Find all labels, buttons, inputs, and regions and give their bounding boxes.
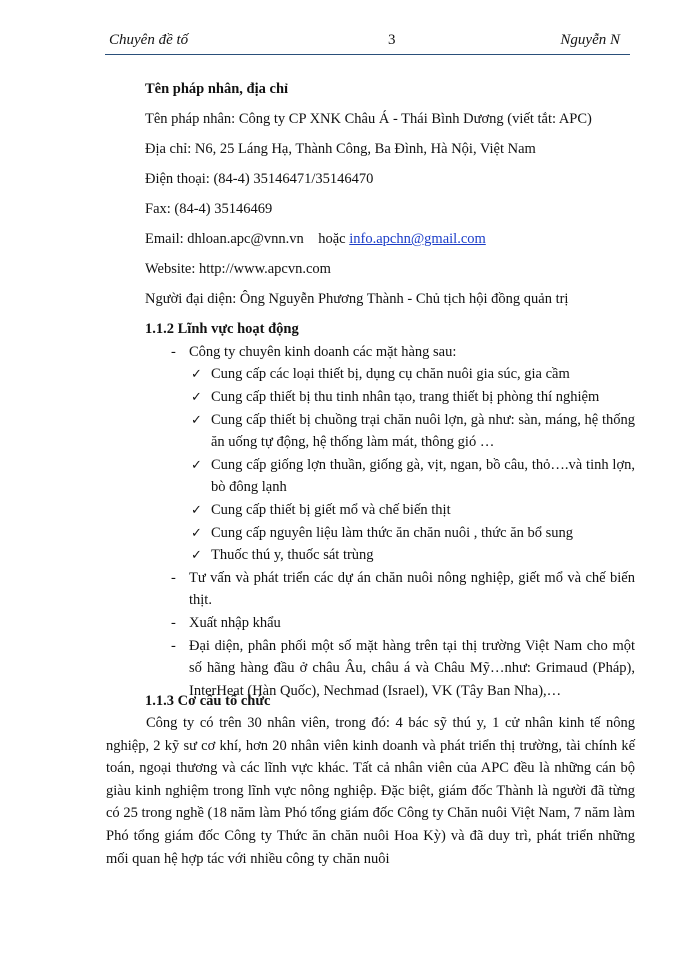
website: Website: http://www.apcvn.com: [145, 261, 331, 278]
check-item: [145, 454, 635, 499]
section-113: [145, 690, 635, 713]
legal-name: Tên pháp nhân: Công ty CP XNK Châu Á - Thái Bình Dương (viết tắt: APC): [145, 110, 592, 127]
check-icon: ✓: [191, 524, 202, 540]
check-item-text: Thuốc thú y, thuốc sát trùng: [211, 547, 374, 564]
email-prefix: Email: dhloan.apc@vnn.vn hoặc: [145, 230, 350, 247]
check-item: [145, 409, 635, 454]
dash-item-text: Tư vấn và phát triển các dự án chăn nuôi nông nghiệp, giết mổ và chế biến thịt.: [189, 569, 635, 609]
section-113-body: [106, 712, 635, 870]
section-113-paragraph: Công ty có trên 30 nhân viên, trong đó: 4 bác sỹ thú y, 1 cử nhân kinh tế nông nghiệp, 2 kỹ sư cơ khí, hơn 20 nhân viên kinh doanh và phát triển thị trường, tài chính kế toán, ngoại thương và các lĩnh vực khác. Tất cả nhân viên của APC đều là những cán bộ giàu kinh nghiệm trong lĩnh vực nông nghiệp. Đặc biệt, giám đốc Thành là người đã từng có 25 trong nghề (18 năm làm Phó tổng giám đốc Công ty Chăn nuôi Việt Nam, 7 năm làm Phó tổng giám đốc Công ty Thức ăn chăn nuôi Hoa Kỳ) và đã duy trì, phát triển những mối quan hệ hợp tác với nhiều công ty chăn nuôi: [106, 715, 635, 867]
dash-item: [145, 567, 635, 612]
dash-marker: -: [171, 614, 176, 631]
email-line: [145, 228, 635, 251]
section-title-legal-entity: Tên pháp nhân, địa chỉ: [145, 81, 289, 97]
header-page-number: 3: [388, 32, 396, 48]
check-item: [145, 544, 635, 567]
dash-item: [145, 612, 635, 635]
header-document-title: Chuyên đề tố: [109, 32, 189, 48]
dash-item-text: Xuất nhập khẩu: [189, 614, 281, 631]
check-item: [145, 499, 635, 522]
check-item-text: Cung cấp thiết bị giết mổ và chế biến thịt: [211, 502, 451, 518]
dash-item-text: Đại diện, phân phối một số mặt hàng trên tại thị trường Việt Nam cho một số hãng hàng đầu ở châu Âu, châu á và Châu Mỹ…như: Grimaud (Pháp), InterHeat (Hàn Quốc), Nechmad (Israel), VK (Tây Ban Nha),…: [189, 637, 635, 699]
check-icon: ✓: [191, 389, 202, 405]
section-113-title: 1.1.3 Cơ cấu tổ chức: [145, 693, 271, 709]
dash-item-text: Công ty chuyên kinh doanh các mặt hàng sau:: [189, 343, 457, 360]
check-icon: ✓: [191, 456, 202, 472]
check-item-text: Cung cấp thiết bị chuồng trại chăn nuôi lợn, gà như: sàn, máng, hệ thống ăn uống tự động, hệ thống làm mát, thông gió …: [211, 411, 635, 451]
check-icon: ✓: [191, 502, 202, 517]
check-icon: ✓: [191, 411, 202, 427]
check-item: [145, 522, 635, 545]
dash-marker: -: [171, 569, 176, 586]
check-item-text: Cung cấp thiết bị thu tinh nhân tạo, trang thiết bị phòng thí nghiệm: [211, 389, 600, 406]
page-header: [105, 28, 630, 55]
phone: Điện thoại: (84-4) 35146471/35146470: [145, 170, 374, 187]
check-icon: ✓: [191, 547, 202, 563]
check-item: [145, 386, 635, 409]
check-item-text: Cung cấp các loại thiết bị, dụng cụ chăn nuôi gia súc, gia cầm: [211, 366, 570, 383]
check-item-text: Cung cấp nguyên liệu làm thức ăn chăn nuôi , thức ăn bổ sung: [211, 524, 574, 541]
section-112-title: 1.1.2 Lĩnh vực hoạt động: [145, 321, 299, 338]
address: Địa chỉ: N6, 25 Láng Hạ, Thành Công, Ba Đình, Hà Nội, Việt Nam: [145, 140, 536, 157]
dash-item-intro: [145, 341, 635, 364]
fax: Fax: (84-4) 35146469: [145, 200, 273, 217]
check-item-text: Cung cấp giống lợn thuần, giống gà, vịt, ngan, bồ câu, thỏ….và tinh lợn, bò đông lạnh: [211, 456, 635, 496]
check-item: [145, 363, 635, 386]
dash-marker: -: [171, 343, 176, 360]
dash-marker: -: [171, 637, 176, 654]
header-author: Nguyễn N: [560, 32, 620, 48]
document-body: [145, 78, 635, 702]
check-icon: ✓: [191, 366, 202, 382]
email-link[interactable]: info.apchn@gmail.com: [349, 230, 486, 247]
representative: Người đại diện: Ông Nguyễn Phương Thành - Chủ tịch hội đồng quản trị: [145, 291, 569, 308]
